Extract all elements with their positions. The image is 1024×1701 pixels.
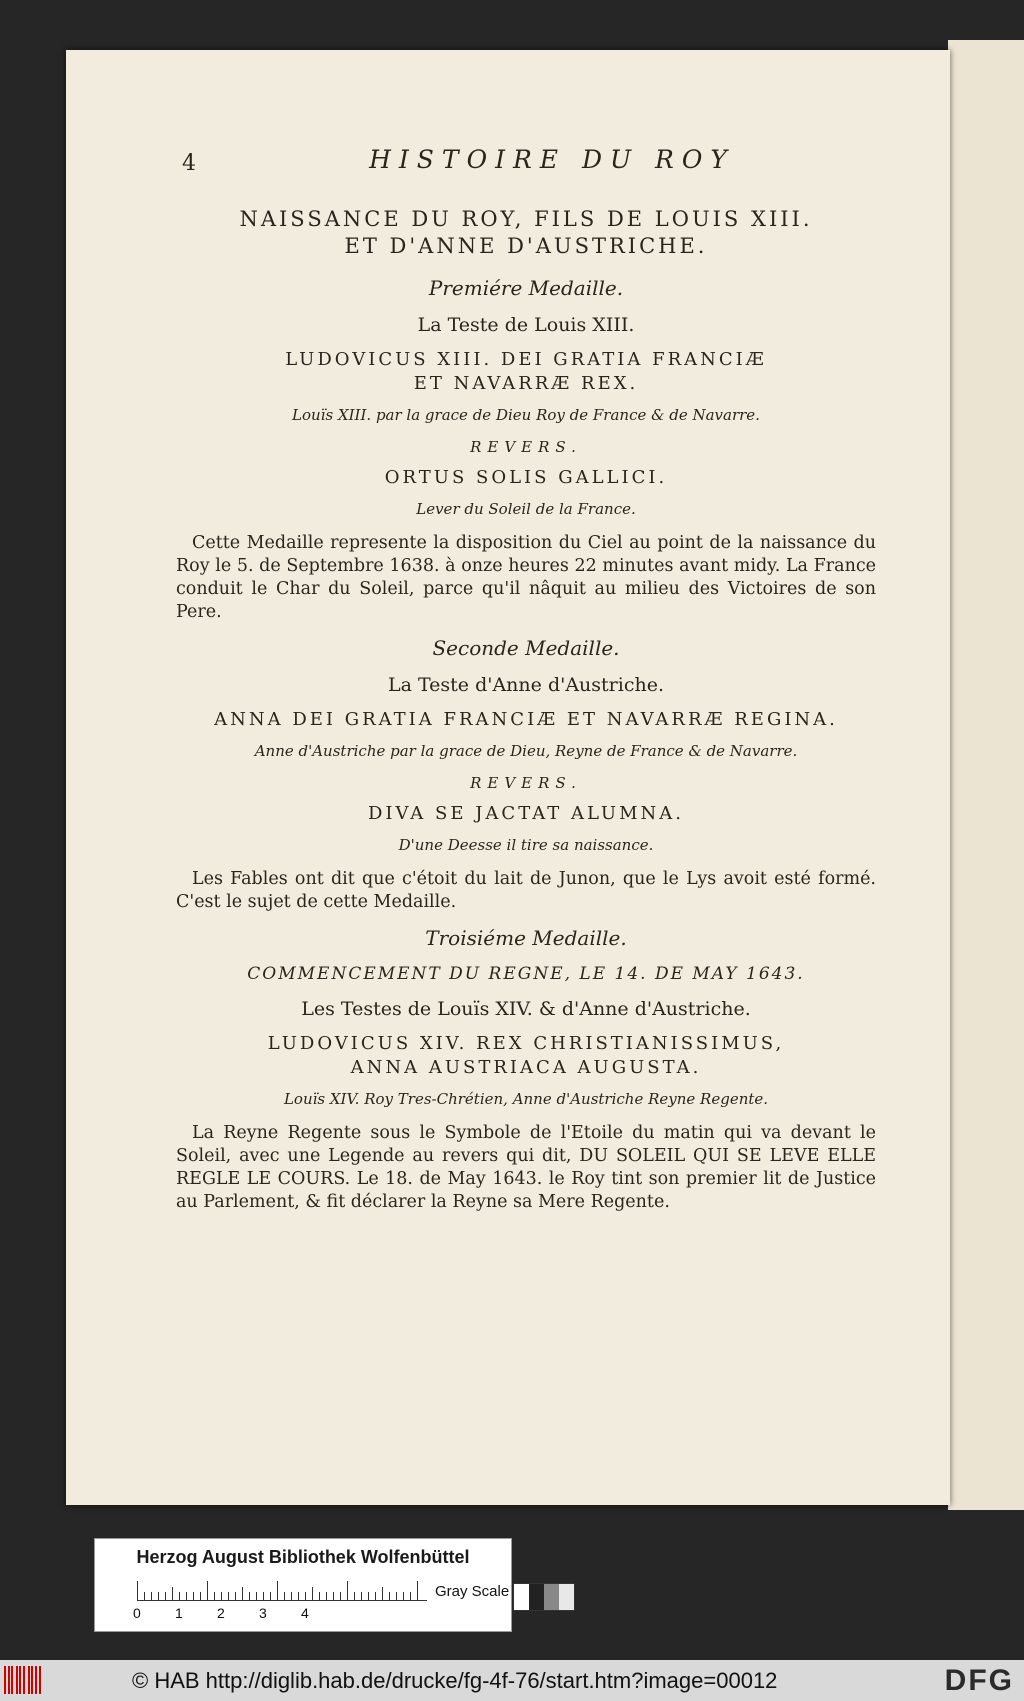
medal-2-heading: Seconde Medaille.	[432, 636, 620, 660]
library-name: Herzog August Bibliothek Wolfenbüttel	[136, 1547, 470, 1567]
ruler-tick	[361, 1592, 362, 1601]
gray-swatch	[514, 1584, 529, 1610]
ruler-tick	[326, 1592, 327, 1601]
page-header	[182, 145, 802, 181]
ruler-tick	[333, 1592, 334, 1601]
gray-swatch	[559, 1584, 574, 1610]
page-content	[176, 206, 876, 1226]
main-title	[176, 206, 876, 260]
medal-1-head: La Teste de Louis XIII.	[417, 314, 635, 336]
ruler-tick	[144, 1592, 145, 1601]
ruler-tick	[368, 1592, 369, 1601]
facing-page-edge	[948, 40, 1024, 1510]
ruler-tick	[347, 1581, 348, 1601]
medal-2-head: La Teste d'Anne d'Austriche.	[387, 674, 664, 696]
medal-1-revers-legend: ORTUS SOLIS GALLICI.	[384, 467, 668, 488]
medal-1-legend-line-2: ET NAVARRÆ REX.	[413, 373, 639, 394]
ruler-tick	[256, 1592, 257, 1601]
ruler-tick	[193, 1592, 194, 1601]
gray-scale-swatches	[513, 1583, 575, 1611]
ruler-tick	[165, 1592, 166, 1601]
gray-swatch	[529, 1584, 544, 1610]
ruler-tick	[354, 1592, 355, 1601]
ruler-tick	[221, 1592, 222, 1601]
medal-1-legend	[176, 348, 876, 396]
library-color-card	[94, 1538, 512, 1632]
book-page	[66, 50, 950, 1505]
ruler-tick	[382, 1587, 383, 1601]
medal-3-section	[176, 926, 876, 1214]
ruler-tick	[305, 1592, 306, 1601]
ruler-tick	[375, 1592, 376, 1601]
barcode-stripe	[4, 1666, 6, 1694]
page-number: 4	[182, 151, 196, 176]
medal-3-head: Les Testes de Louïs XIV. & d'Anne d'Austriche.	[301, 998, 751, 1020]
ruler-tick	[284, 1592, 285, 1601]
barcode-stripe	[23, 1666, 25, 1694]
medal-2-text: Les Fables ont dit que c'étoit du lait de Junon, que le Lys avoit esté formé. C'est le sujet de cette Medaille.	[176, 869, 876, 912]
ruler-tick	[263, 1592, 264, 1601]
ruler-tick	[242, 1587, 243, 1601]
medal-2-revers-legend: DIVA SE JACTAT ALUMNA.	[367, 803, 685, 824]
ruler-tick	[235, 1592, 236, 1601]
medal-3-legend-line-1: LUDOVICUS XIV. REX CHRISTIANISSIMUS,	[267, 1033, 785, 1054]
ruler-tick	[200, 1592, 201, 1601]
medal-2-section	[176, 636, 876, 914]
main-title-line-2: ET D'ANNE D'AUSTRICHE.	[344, 234, 708, 258]
ruler-tick	[396, 1592, 397, 1601]
ruler-tick	[151, 1592, 152, 1601]
ruler-baseline	[137, 1600, 427, 1601]
medal-1-translation: Louïs XIII. par la grace de Dieu Roy de France & de Navarre.	[292, 406, 760, 424]
ruler-tick	[312, 1587, 313, 1601]
ruler-tick	[403, 1592, 404, 1601]
barcode-icon	[4, 1666, 44, 1694]
bottom-bar	[0, 1660, 1024, 1701]
barcode-stripe	[39, 1666, 41, 1694]
medal-2-translation: Anne d'Austriche par la grace de Dieu, Reyne de France & de Navarre.	[254, 742, 798, 760]
medal-1-heading: Premiére Medaille.	[428, 276, 624, 300]
ruler-number: 1	[175, 1605, 183, 1621]
barcode-stripe	[35, 1666, 37, 1694]
ruler-tick	[214, 1592, 215, 1601]
ruler-tick	[319, 1592, 320, 1601]
medal-3-heading: Troisiéme Medaille.	[425, 926, 627, 950]
ruler-tick	[207, 1581, 208, 1601]
ruler-tick	[158, 1592, 159, 1601]
medal-1-legend-line-1: LUDOVICUS XIII. DEI GRATIA FRANCIÆ	[285, 349, 767, 370]
ruler-tick	[249, 1592, 250, 1601]
ruler-tick	[417, 1581, 418, 1601]
ruler-tick	[340, 1592, 341, 1601]
medal-2-revers: REVERS.	[470, 774, 582, 792]
ruler-tick	[410, 1592, 411, 1601]
scale-ruler	[137, 1579, 427, 1601]
medal-3-subheading: COMMENCEMENT DU REGNE, LE 14. DE MAY 1643.	[247, 964, 805, 984]
medal-1-revers: REVERS.	[470, 438, 582, 456]
medal-2-legend: ANNA DEI GRATIA FRANCIÆ ET NAVARRÆ REGINA.	[214, 709, 838, 730]
gray-scale-label: Gray Scale	[435, 1583, 510, 1600]
medal-1-revers-translation: Lever du Soleil de la France.	[416, 500, 636, 518]
ruler-tick	[298, 1592, 299, 1601]
running-title: HISTOIRE DU ROY	[369, 145, 735, 174]
medal-1-section	[176, 276, 876, 624]
ruler-tick	[277, 1581, 278, 1601]
ruler-tick	[179, 1592, 180, 1601]
main-title-line-1: NAISSANCE DU ROY, FILS DE LOUIS XIII.	[239, 207, 813, 231]
medal-3-legend-line-2: ANNA AUSTRIACA AUGUSTA.	[350, 1057, 702, 1078]
ruler-number: 0	[133, 1605, 141, 1621]
ruler-tick	[228, 1592, 229, 1601]
ruler-tick	[389, 1592, 390, 1601]
ruler-tick	[291, 1592, 292, 1601]
barcode-stripe	[19, 1666, 21, 1694]
medal-3-translation: Louïs XIV. Roy Tres-Chrétien, Anne d'Austriche Reyne Regente.	[283, 1090, 769, 1108]
ruler-tick	[186, 1592, 187, 1601]
barcode-stripe	[11, 1666, 13, 1694]
gray-swatch	[544, 1584, 559, 1610]
medal-1-text: Cette Medaille represente la disposition du Ciel au point de la naissance du Roy le 5. de Septembre 1638. à onze heures 22 minutes avant midy. La France conduit le Char du Soleil, parce qu'il nâquit au milieu des Victoires de son Pere.	[176, 533, 876, 622]
source-url[interactable]: © HAB http://diglib.hab.de/drucke/fg-4f-76/start.htm?image=00012	[132, 1668, 778, 1693]
ruler-numbers	[133, 1605, 433, 1623]
barcode-stripe	[28, 1666, 30, 1694]
medal-3-legend	[176, 1032, 876, 1080]
dfg-logo: DFG	[944, 1664, 1014, 1697]
barcode-stripe	[31, 1666, 33, 1694]
ruler-number: 2	[217, 1605, 225, 1621]
barcode-stripe	[16, 1666, 18, 1694]
ruler-tick	[172, 1587, 173, 1601]
ruler-number: 4	[301, 1605, 309, 1621]
barcode-stripe	[8, 1666, 10, 1694]
medal-3-text: La Reyne Regente sous le Symbole de l'Etoile du matin qui va devant le Soleil, avec une Legende au revers qui dit, DU SOLEIL QUI SE LEVE ELLE REGLE LE COURS. Le 18. de May 1643. le Roy tint son premier lit de Justice au Parlement, & fit déclarer la Reyne sa Mere Regente.	[176, 1123, 876, 1212]
ruler-number: 3	[259, 1605, 267, 1621]
ruler-tick	[270, 1592, 271, 1601]
ruler-tick	[137, 1581, 138, 1601]
medal-2-revers-translation: D'une Deesse il tire sa naissance.	[398, 836, 654, 854]
